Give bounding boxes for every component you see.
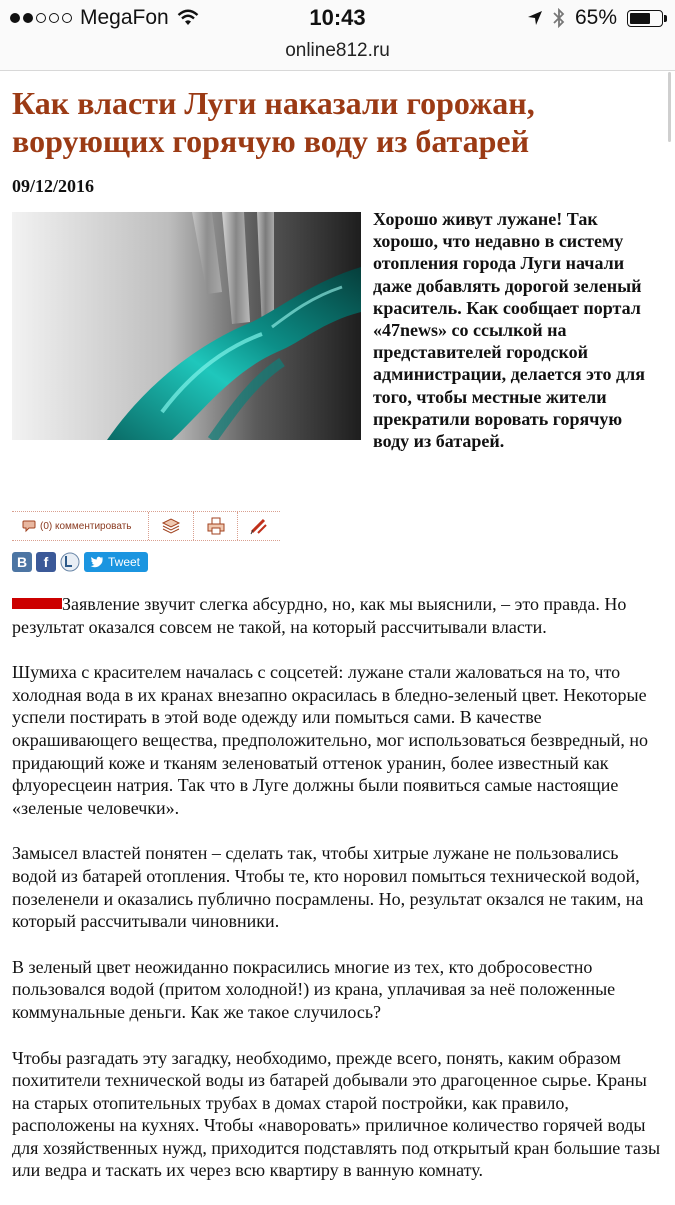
comment-icon (22, 520, 36, 533)
battery-percent: 65% (574, 6, 617, 29)
print-button[interactable] (194, 512, 239, 540)
status-bar (0, 0, 675, 38)
comment-label: (0) комментировать (40, 520, 132, 532)
paragraph-1 (12, 593, 662, 638)
facebook-share-button[interactable]: f (36, 552, 56, 572)
comment-button[interactable] (12, 512, 149, 540)
paragraph-5: Чтобы разгадать эту загадку, необходимо, прежде всего, понять, каким образом похитители технической воды из батарей добывали это драгоценное сырье. Краны на старых отопительных трубах в домах старой постройки, как правило, расположены на кухнях. Чтобы «наворовать» приличное количество горячей воды для хозяйственных нужд, приходится подставлять под открытый кран большие тазы или ведра и таскать их через всю квартиру в ванную комнату. (12, 1047, 661, 1181)
paragraph-3: Замысел властей понятен – сделать так, чтобы хитрые лужане не пользовались водой из батарей отопления. Чтобы те, кто норовил помыться технической водой, позеленели и оказались публично посрамлены. Но, результат окзался не таким, на который рассчитывали чиновники. (12, 843, 644, 932)
article-actions (12, 511, 280, 541)
article-body (12, 593, 662, 1205)
paragraph-2: Шумиха с красителем началась с соцсетей: лужане стали жаловаться на то, что холодная вода в их кранах внезапно окрасилась в бледно-зеленый цвет. Некоторые успели постирать в этой воде одежду или помыться сами. В качестве окрашивающего вещества, предположительно, мог использоваться безвредный, но придающий коже и тканям зеленоватый оттенок уранин, более известный как флуоресцеин натрия. Так что в Луге должны были появиться самые настоящие «зеленые человечки». (12, 662, 648, 818)
paragraph-4: В зеленый цвет неожиданно покрасились многие из тех, кто добросовестно пользовался водой (притом холодной!) из крана, уплачивая за неё положенные коммунальные деньги. Как же такое случилось? (12, 956, 616, 1022)
stack-icon (161, 517, 181, 535)
status-indicators (527, 6, 663, 30)
share-buttons (12, 552, 148, 572)
carrier-name: MegaFon (80, 6, 169, 29)
article-title: Как власти Луги наказали горожан, ворующих горячую воду из батарей (12, 85, 535, 159)
tweet-button[interactable] (84, 552, 148, 572)
paragraph-1-text: аявление звучит слегка абсурдно, но, как мы выяснили, – это правда. Но результат оказался совсем не такой, на который рассчитывали власти. (12, 594, 627, 637)
lead-text: Хорошо живут лужане! Так хорошо, что недавно в систему отопления города Луги начали даже добавлять дорогой зеленый краситель. Как сообщает портал «47news» со ссылкой на представителей городской администрации, делается это для того, чтобы местные жители прекратили воровать горячую воду из батарей. (373, 209, 645, 452)
print-icon (207, 517, 225, 535)
bookmark-button[interactable] (149, 512, 194, 540)
red-highlight-mark (12, 598, 62, 609)
edit-button[interactable] (238, 512, 280, 540)
pencil-icon (249, 517, 269, 535)
location-arrow-icon (527, 10, 543, 26)
url-text: online812.ru (285, 40, 390, 61)
vk-share-button[interactable]: В (12, 552, 32, 572)
article-lead (12, 208, 652, 452)
clock: 10:43 (309, 5, 366, 30)
article-date: 09/12/2016 (12, 176, 95, 196)
livejournal-icon[interactable] (60, 552, 80, 572)
drop-letter: З (62, 594, 72, 614)
scroll-indicator (668, 72, 671, 142)
twitter-bird-icon (90, 556, 104, 568)
bluetooth-icon (553, 8, 565, 28)
tweet-label: Tweet (108, 555, 141, 569)
battery-icon (627, 10, 663, 27)
address-bar[interactable] (0, 38, 675, 71)
